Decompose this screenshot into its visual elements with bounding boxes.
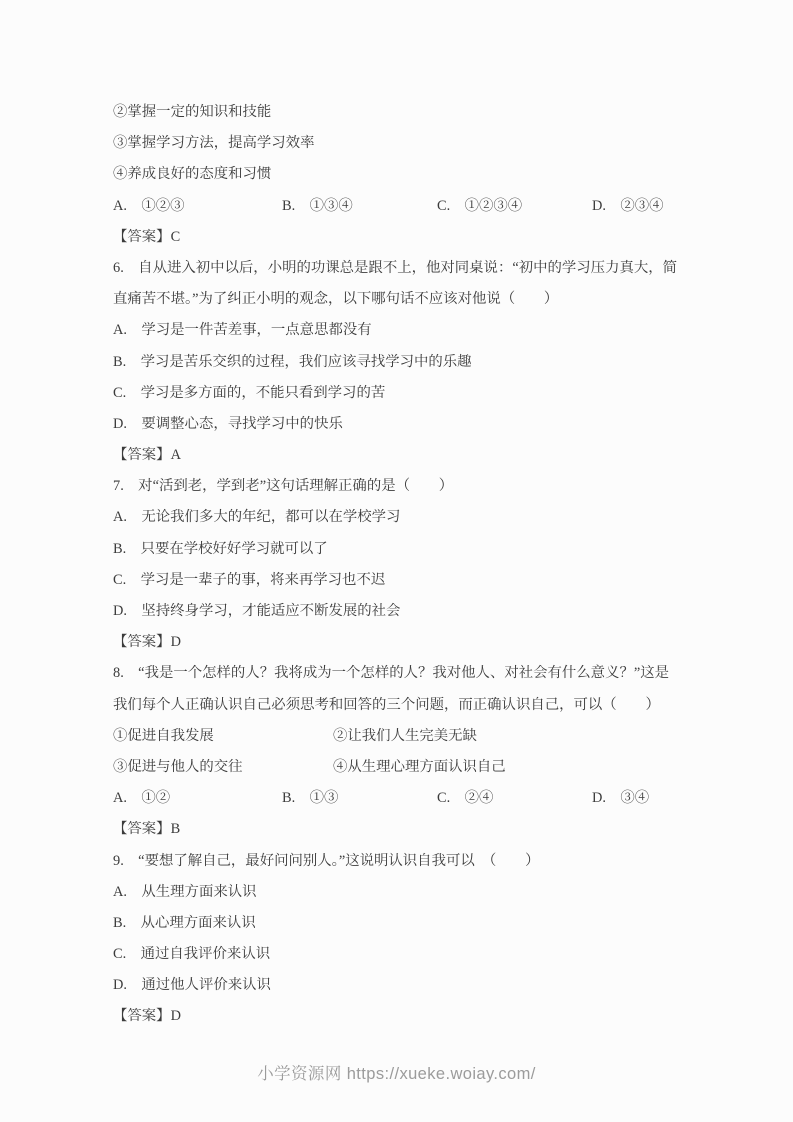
option-text: A. 无论我们多大的年纪，都可以在学校学习 xyxy=(113,509,401,526)
option-line xyxy=(113,534,723,565)
option-item: C. ①②③④ xyxy=(437,197,523,214)
sub-option-item: ④从生理心理方面认识自己 xyxy=(333,758,506,775)
sub-option-text: ②掌握一定的知识和技能 xyxy=(113,104,272,120)
option-item: A. ①② xyxy=(113,790,171,807)
sub-option-text: ④养成良好的态度和习惯 xyxy=(113,166,272,183)
answer-text: 【答案】C xyxy=(113,228,181,245)
options-row-line xyxy=(113,783,723,814)
question-stem-line xyxy=(113,471,723,502)
answer-line xyxy=(113,627,723,658)
option-text: A. 学习是一件苦差事，一点意思都没有 xyxy=(113,322,372,339)
option-text: B. 只要在学校好好学习就可以了 xyxy=(113,540,328,557)
option-text: D. 通过他人评价来认识 xyxy=(113,977,271,994)
option-line xyxy=(113,596,723,627)
question-stem-line xyxy=(113,658,723,689)
question-stem-text: 我们每个人正确认识自己必须思考和回答的三个问题，而正确认识自己，可以（ ） xyxy=(113,696,660,713)
sub-option-line xyxy=(113,159,723,190)
option-line xyxy=(113,378,723,409)
option-line xyxy=(113,970,723,1001)
question-stem-line xyxy=(113,284,723,315)
option-text: C. 学习是一辈子的事，将来再学习也不迟 xyxy=(113,571,386,588)
question-stem-text: 9. “要想了解自己，最好问问别人。”这说明认识自我可以 （ ） xyxy=(113,852,540,869)
answer-line xyxy=(113,1001,723,1032)
answer-line xyxy=(113,440,723,471)
option-line xyxy=(113,409,723,440)
option-text: D. 要调整心态，寻找学习中的快乐 xyxy=(113,415,343,432)
question-stem-line xyxy=(113,846,723,877)
option-text: A. 从生理方面来认识 xyxy=(113,883,257,900)
option-item: A. ①②③ xyxy=(113,197,185,214)
answer-line xyxy=(113,814,723,845)
answer-line xyxy=(113,222,723,253)
question-stem-text: 6. 自从进入初中以后，小明的功课总是跟不上，他对同桌说：“初中的学习压力真大，简 xyxy=(113,259,678,276)
option-item: C. ②④ xyxy=(437,790,494,807)
answer-text: 【答案】D xyxy=(113,634,181,651)
sub-option-line xyxy=(113,97,723,128)
option-line xyxy=(113,908,723,939)
sub-option-item: ③促进与他人的交往 xyxy=(113,758,243,775)
option-item: B. ①③④ xyxy=(282,197,353,214)
options-row-line xyxy=(113,191,723,222)
option-text: D. 坚持终身学习，才能适应不断发展的社会 xyxy=(113,603,401,619)
answer-text: 【答案】A xyxy=(113,447,181,464)
document-body xyxy=(113,97,723,1033)
sub-option-item: ②让我们人生完美无缺 xyxy=(333,727,477,744)
option-item: D. ③④ xyxy=(592,790,650,807)
footer-watermark xyxy=(0,1062,793,1086)
option-line xyxy=(113,877,723,908)
option-item: B. ①③ xyxy=(282,790,339,807)
answer-text: 【答案】B xyxy=(113,821,181,838)
option-text: C. 学习是多方面的，不能只看到学习的苦 xyxy=(113,384,386,401)
option-text: B. 学习是苦乐交织的过程，我们应该寻找学习中的乐趣 xyxy=(113,353,472,370)
option-text: C. 通过自我评价来认识 xyxy=(113,946,271,963)
sub-option-text: ③掌握学习方法，提高学习效率 xyxy=(113,135,315,152)
question-stem-text: 直痛苦不堪。”为了纠正小明的观念，以下哪句话不应该对他说（ ） xyxy=(113,291,559,308)
sub-option-item: ①促进自我发展 xyxy=(113,727,214,744)
option-line xyxy=(113,565,723,596)
sub-options-row-line xyxy=(113,721,723,752)
question-stem-text: 8. “我是一个怎样的人？我将成为一个怎样的人？我对他人、对社会有什么意义？”这是 xyxy=(113,665,670,682)
answer-text: 【答案】D xyxy=(113,1008,181,1025)
option-line xyxy=(113,315,723,346)
sub-option-line xyxy=(113,128,723,159)
option-line xyxy=(113,347,723,378)
option-line xyxy=(113,939,723,970)
question-stem-text: 7. 对“活到老，学到老”这句话理解正确的是（ ） xyxy=(113,478,454,495)
option-line xyxy=(113,502,723,533)
footer-text: 小学资源网 https://xueke.woiay.com/ xyxy=(257,1065,536,1083)
question-stem-line xyxy=(113,690,723,721)
sub-options-row-line xyxy=(113,752,723,783)
option-item: D. ②③④ xyxy=(592,197,664,214)
option-text: B. 从心理方面来认识 xyxy=(113,914,256,931)
question-stem-line xyxy=(113,253,723,284)
